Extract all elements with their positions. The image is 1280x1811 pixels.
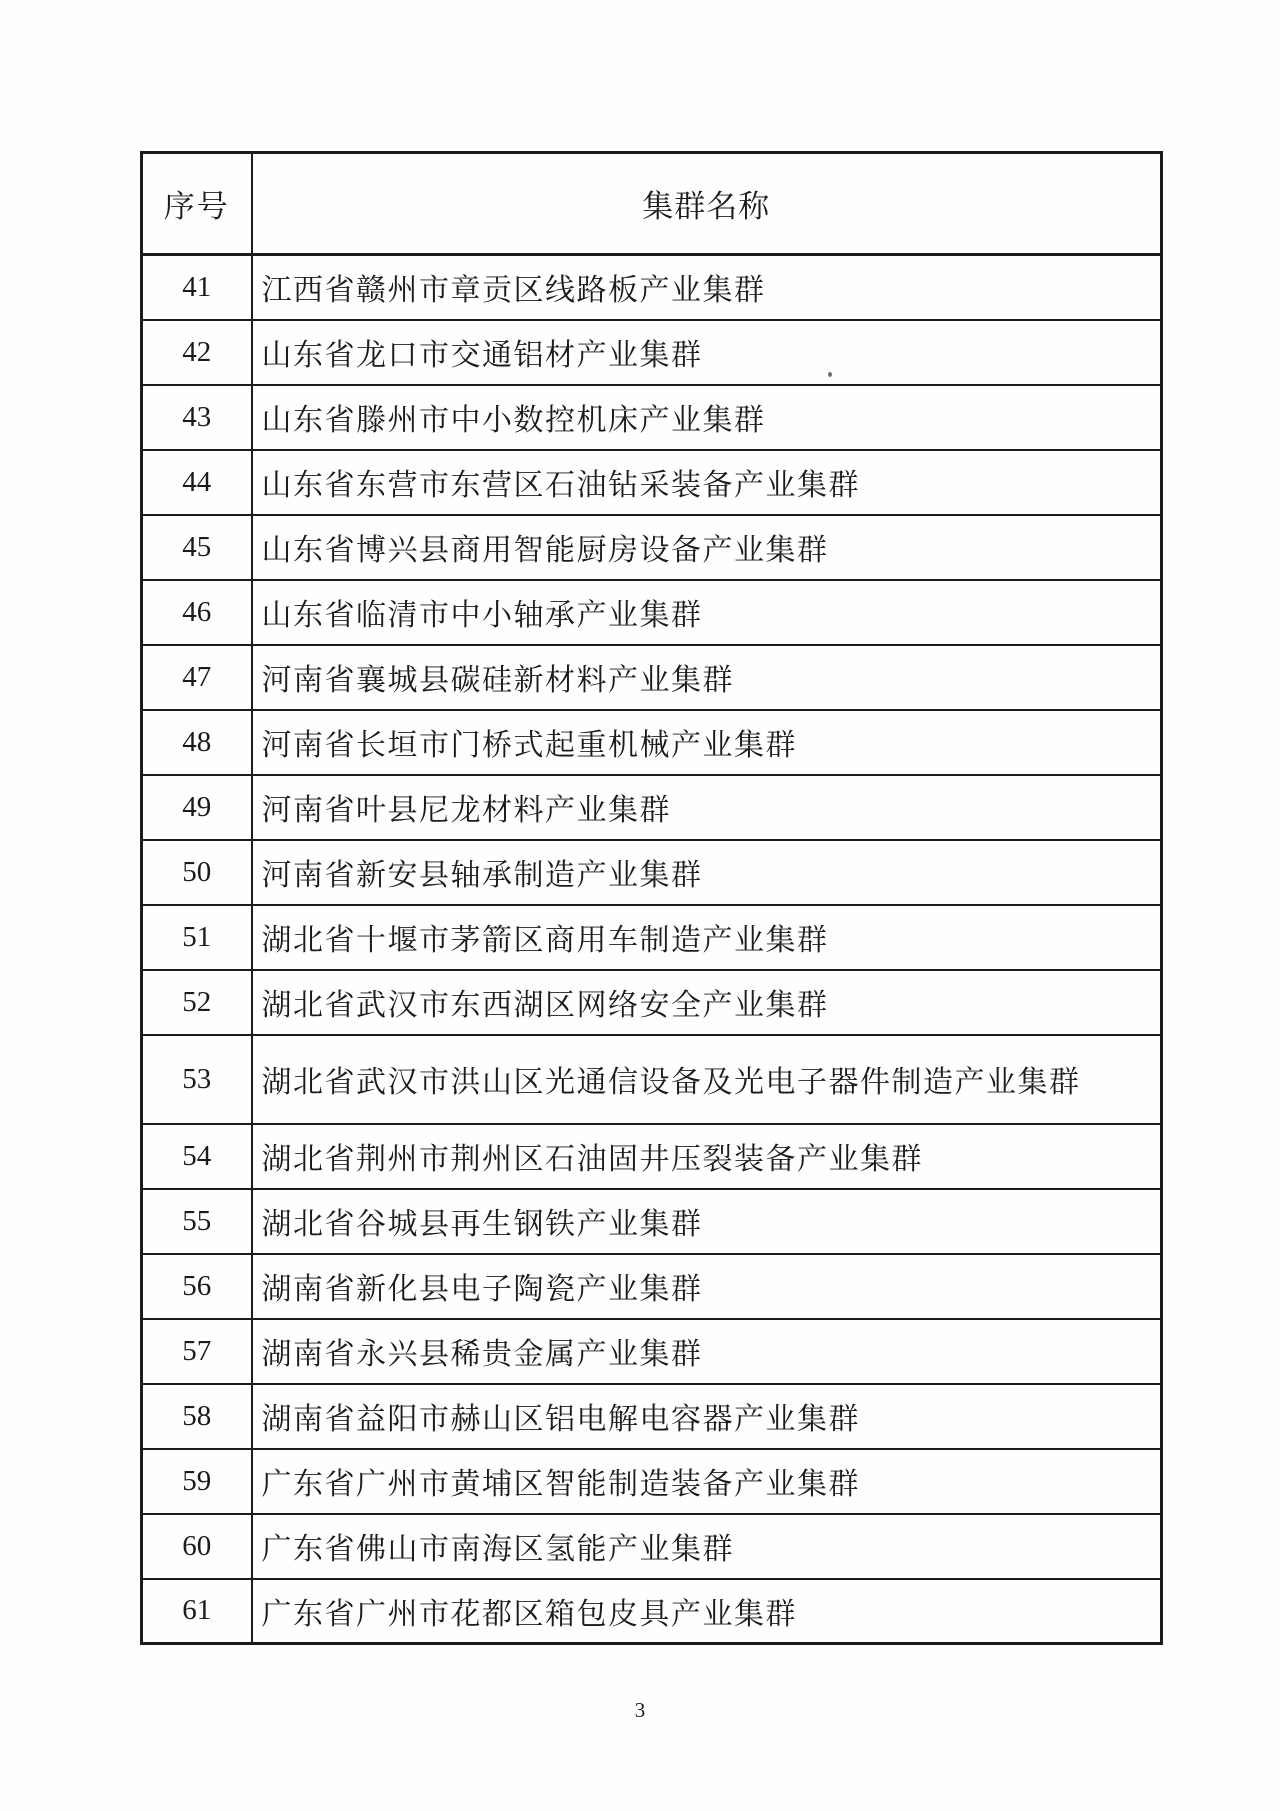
row-name-cell: 湖北省武汉市东西湖区网络安全产业集群	[252, 970, 1162, 1035]
table-row	[142, 710, 1162, 775]
table-row	[142, 385, 1162, 450]
table-row	[142, 1254, 1162, 1319]
table-body	[142, 255, 1162, 1644]
row-index-cell: 46	[142, 580, 252, 645]
page-number: 3	[634, 1698, 646, 1722]
row-index-cell: 53	[142, 1035, 252, 1124]
row-index-cell: 52	[142, 970, 252, 1035]
row-name-cell: 山东省博兴县商用智能厨房设备产业集群	[252, 515, 1162, 580]
scan-speckle-artifact	[828, 372, 832, 377]
row-index-cell: 58	[142, 1384, 252, 1449]
row-name-cell: 河南省长垣市门桥式起重机械产业集群	[252, 710, 1162, 775]
table-row	[142, 515, 1162, 580]
row-index-cell: 61	[142, 1579, 252, 1644]
row-index-cell: 48	[142, 710, 252, 775]
table-row	[142, 775, 1162, 840]
table-row	[142, 1384, 1162, 1449]
table-row	[142, 1035, 1162, 1124]
row-index-cell: 47	[142, 645, 252, 710]
row-index-cell: 51	[142, 905, 252, 970]
table-row	[142, 1124, 1162, 1189]
row-index-cell: 49	[142, 775, 252, 840]
row-name-cell: 湖北省谷城县再生钢铁产业集群	[252, 1189, 1162, 1254]
table-row	[142, 905, 1162, 970]
row-index-cell: 50	[142, 840, 252, 905]
table-row	[142, 1514, 1162, 1579]
table-row	[142, 320, 1162, 385]
cluster-table	[140, 151, 1163, 1645]
table-row	[142, 1189, 1162, 1254]
row-name-cell: 广东省广州市黄埔区智能制造装备产业集群	[252, 1449, 1162, 1514]
row-index-cell: 43	[142, 385, 252, 450]
row-index-cell: 55	[142, 1189, 252, 1254]
header-cell-index: 序号	[142, 153, 252, 255]
row-name-cell: 河南省襄城县碳硅新材料产业集群	[252, 645, 1162, 710]
table-row	[142, 1319, 1162, 1384]
table-row	[142, 255, 1162, 320]
table-row	[142, 1579, 1162, 1644]
row-index-cell: 41	[142, 255, 252, 320]
table-row	[142, 840, 1162, 905]
row-name-cell: 山东省东营市东营区石油钻采装备产业集群	[252, 450, 1162, 515]
row-name-cell: 湖南省新化县电子陶瓷产业集群	[252, 1254, 1162, 1319]
row-name-cell: 河南省新安县轴承制造产业集群	[252, 840, 1162, 905]
row-index-cell: 54	[142, 1124, 252, 1189]
row-name-cell: 广东省广州市花都区箱包皮具产业集群	[252, 1579, 1162, 1644]
table-row	[142, 450, 1162, 515]
table-row	[142, 645, 1162, 710]
table-row	[142, 1449, 1162, 1514]
table-row	[142, 970, 1162, 1035]
row-index-cell: 60	[142, 1514, 252, 1579]
table-row	[142, 580, 1162, 645]
row-name-cell: 湖北省荆州市荆州区石油固井压裂装备产业集群	[252, 1124, 1162, 1189]
row-name-cell: 广东省佛山市南海区氢能产业集群	[252, 1514, 1162, 1579]
row-index-cell: 59	[142, 1449, 252, 1514]
row-name-cell: 湖南省永兴县稀贵金属产业集群	[252, 1319, 1162, 1384]
row-name-cell: 山东省滕州市中小数控机床产业集群	[252, 385, 1162, 450]
row-name-cell: 湖南省益阳市赫山区铝电解电容器产业集群	[252, 1384, 1162, 1449]
row-index-cell: 44	[142, 450, 252, 515]
row-name-cell: 湖北省十堰市茅箭区商用车制造产业集群	[252, 905, 1162, 970]
header-cell-name: 集群名称	[252, 153, 1162, 255]
row-name-cell: 江西省赣州市章贡区线路板产业集群	[252, 255, 1162, 320]
row-index-cell: 42	[142, 320, 252, 385]
row-name-cell: 湖北省武汉市洪山区光通信设备及光电子器件制造产业集群	[252, 1035, 1162, 1124]
row-name-cell: 山东省临清市中小轴承产业集群	[252, 580, 1162, 645]
row-index-cell: 56	[142, 1254, 252, 1319]
row-index-cell: 57	[142, 1319, 252, 1384]
row-name-cell: 河南省叶县尼龙材料产业集群	[252, 775, 1162, 840]
row-name-cell: 山东省龙口市交通铝材产业集群	[252, 320, 1162, 385]
table-header-row	[142, 153, 1162, 255]
row-index-cell: 45	[142, 515, 252, 580]
